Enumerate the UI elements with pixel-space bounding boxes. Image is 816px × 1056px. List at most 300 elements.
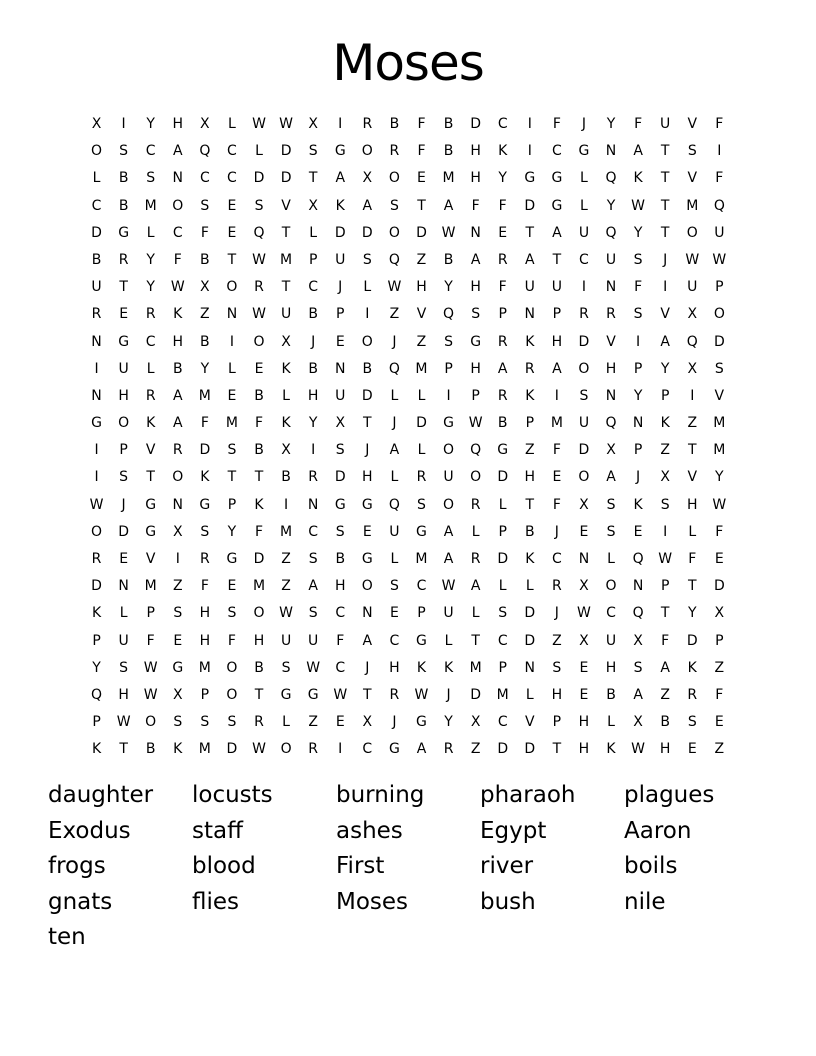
grid-letter: R — [362, 116, 373, 132]
grid-letter: B — [335, 551, 346, 567]
grid-letter: M — [415, 360, 428, 377]
grid-letter: T — [119, 279, 128, 296]
grid-letter: A — [552, 360, 562, 377]
grid-letter: D — [253, 170, 265, 187]
grid-letter: V — [687, 170, 698, 187]
grid-letter: O — [172, 469, 184, 486]
grid-letter: L — [525, 686, 534, 703]
grid-letter: P — [525, 415, 535, 432]
grid-letter: F — [200, 578, 209, 595]
grid-letter: T — [227, 251, 237, 268]
grid-letter: B — [200, 251, 210, 268]
grid-letter: S — [254, 197, 264, 214]
grid-letter: C — [335, 605, 346, 622]
grid-letter: D — [524, 741, 536, 758]
grid-letter: O — [605, 578, 617, 595]
grid-letter: T — [417, 197, 426, 214]
grid-letter: Y — [92, 659, 101, 676]
grid-letter: E — [227, 197, 237, 214]
grid-letter: Q — [388, 251, 400, 268]
grid-letter: D — [280, 170, 292, 187]
grid-letter: W — [658, 551, 673, 567]
grid-letter: D — [416, 224, 427, 241]
grid-letter: T — [254, 686, 264, 703]
grid-letter: D — [334, 224, 346, 241]
grid-letter: L — [282, 387, 290, 404]
grid-letter: M — [550, 415, 563, 432]
grid-letter: F — [715, 170, 724, 187]
grid-letter: W — [279, 116, 293, 132]
grid-letter: O — [280, 741, 292, 758]
grid-letter: L — [146, 224, 155, 241]
grid-letter: R — [172, 442, 183, 459]
grid-letter: B — [443, 143, 454, 160]
grid-letter: T — [552, 741, 562, 758]
grid-letter: Q — [605, 415, 617, 432]
grid-letter: M — [280, 523, 293, 540]
grid-letter: M — [280, 251, 293, 268]
grid-letter: K — [525, 333, 535, 350]
grid-letter: O — [470, 469, 482, 486]
grid-letter: L — [580, 197, 588, 214]
grid-letter: U — [605, 251, 617, 268]
grid-letter: D — [578, 333, 590, 350]
grid-letter: V — [525, 714, 535, 731]
grid-letter: O — [388, 224, 400, 241]
grid-letter: M — [252, 578, 266, 595]
grid-letter: G — [118, 224, 130, 241]
grid-letter: Q — [388, 496, 400, 513]
grid-letter: Z — [389, 306, 400, 323]
grid-letter: Q — [443, 306, 455, 323]
grid-letter: L — [688, 523, 697, 540]
grid-letter: T — [687, 442, 697, 459]
grid-letter: O — [578, 360, 590, 377]
grid-letter: F — [336, 632, 345, 649]
grid-letter: L — [498, 496, 507, 513]
grid-letter: T — [281, 279, 291, 296]
grid-letter: P — [444, 360, 453, 377]
word-list-item: frogs — [48, 853, 106, 880]
grid-letter: F — [200, 224, 209, 241]
grid-letter: G — [470, 333, 482, 350]
grid-letter: E — [579, 686, 589, 703]
grid-letter: E — [335, 333, 345, 350]
grid-letter: H — [551, 333, 563, 350]
grid-letter: K — [525, 387, 535, 404]
grid-letter: L — [390, 469, 399, 486]
grid-letter: O — [361, 143, 373, 160]
grid-letter: S — [633, 659, 643, 676]
grid-letter: P — [336, 306, 345, 323]
grid-letter: D — [497, 551, 509, 567]
grid-letter: Y — [687, 605, 697, 622]
grid-letter: X — [579, 578, 589, 595]
grid-letter: M — [144, 197, 157, 214]
grid-letter: P — [498, 659, 507, 676]
grid-letter: H — [416, 279, 427, 296]
grid-letter: H — [470, 170, 481, 187]
grid-letter: S — [552, 659, 562, 676]
grid-letter: H — [686, 496, 698, 513]
word-list-item: plagues — [624, 782, 715, 808]
grid-letter: I — [175, 551, 180, 567]
grid-letter: Q — [388, 360, 400, 377]
grid-letter: P — [146, 605, 155, 622]
grid-letter: B — [606, 686, 616, 703]
grid-letter: N — [632, 415, 644, 432]
grid-letter: L — [119, 605, 128, 622]
grid-letter: W — [89, 496, 104, 513]
grid-letter: I — [663, 523, 668, 540]
grid-letter: H — [253, 632, 265, 649]
grid-letter: E — [687, 741, 697, 758]
grid-letter: L — [607, 551, 615, 567]
grid-letter: G — [145, 496, 157, 513]
grid-letter: I — [284, 496, 289, 513]
grid-letter: I — [581, 279, 587, 296]
grid-letter: S — [119, 469, 129, 486]
grid-letter: P — [552, 306, 562, 323]
grid-letter: A — [470, 578, 481, 595]
grid-letter: S — [633, 251, 643, 268]
grid-letter: M — [198, 387, 211, 404]
grid-letter: H — [605, 360, 617, 377]
grid-letter: D — [253, 551, 265, 567]
grid-letter: P — [660, 387, 670, 404]
grid-letter: T — [687, 578, 697, 595]
grid-letter: S — [173, 605, 183, 622]
grid-letter: S — [687, 714, 697, 731]
grid-letter: R — [91, 306, 102, 323]
grid-letter: N — [524, 306, 536, 323]
grid-letter: K — [200, 469, 210, 486]
grid-letter: J — [554, 605, 559, 622]
grid-letter: B — [308, 360, 318, 377]
grid-letter: C — [199, 170, 210, 187]
grid-letter: U — [551, 279, 562, 296]
grid-letter: H — [551, 686, 563, 703]
grid-letter: D — [361, 387, 373, 404]
grid-letter: B — [145, 741, 156, 758]
grid-letter: G — [551, 197, 563, 214]
grid-letter: Z — [416, 333, 427, 350]
grid-letter: R — [470, 551, 481, 567]
grid-letter: W — [170, 279, 185, 296]
grid-letter: E — [227, 578, 237, 595]
grid-letter: S — [687, 143, 697, 160]
grid-letter: B — [443, 116, 454, 132]
grid-letter: W — [252, 306, 266, 323]
grid-letter: C — [606, 605, 616, 622]
grid-letter: R — [254, 714, 264, 731]
grid-letter: X — [470, 714, 481, 731]
grid-letter: F — [417, 116, 426, 132]
grid-letter: N — [524, 659, 536, 676]
grid-letter: N — [118, 578, 129, 595]
grid-letter: N — [91, 387, 102, 404]
grid-letter: G — [416, 632, 427, 649]
grid-letter: I — [717, 143, 722, 160]
grid-letter: C — [497, 714, 508, 731]
grid-letter: J — [581, 116, 587, 132]
grid-letter: C — [497, 632, 508, 649]
grid-letter: L — [146, 360, 155, 377]
grid-letter: Z — [470, 741, 481, 758]
grid-letter: Z — [714, 659, 725, 676]
grid-letter: Y — [498, 170, 507, 187]
word-list-item: burning — [336, 782, 425, 808]
grid-letter: H — [470, 279, 481, 296]
grid-letter: D — [226, 741, 238, 758]
grid-letter: S — [417, 496, 426, 513]
grid-letter: O — [253, 333, 265, 350]
grid-letter: W — [252, 741, 266, 758]
grid-letter: S — [281, 659, 291, 676]
grid-letter: I — [527, 143, 532, 160]
grid-letter: B — [118, 197, 129, 214]
grid-letter: E — [119, 551, 129, 567]
grid-letter: S — [362, 251, 372, 268]
grid-letter: T — [119, 741, 128, 758]
grid-letter: K — [146, 415, 156, 432]
grid-letter: K — [525, 551, 535, 567]
grid-letter: X — [200, 279, 210, 296]
grid-letter: N — [226, 306, 238, 323]
grid-letter: Q — [632, 551, 644, 567]
grid-letter: N — [91, 333, 102, 350]
grid-letter: G — [497, 442, 509, 459]
grid-letter: Q — [713, 197, 725, 214]
grid-letter: W — [143, 659, 158, 676]
grid-letter: U — [605, 632, 617, 649]
grid-letter: I — [121, 116, 126, 132]
grid-letter: N — [172, 170, 184, 187]
grid-letter: I — [94, 442, 99, 459]
grid-letter: M — [198, 659, 211, 676]
grid-letter: X — [172, 523, 183, 540]
grid-letter: D — [334, 469, 346, 486]
grid-letter: J — [365, 442, 370, 459]
grid-letter: M — [713, 442, 726, 459]
grid-letter: Y — [633, 224, 643, 241]
grid-letter: S — [335, 442, 345, 459]
grid-letter: Z — [172, 578, 183, 595]
grid-letter: E — [227, 387, 237, 404]
grid-letter: J — [311, 333, 316, 350]
word-list-item: pharaoh — [480, 782, 576, 808]
grid-letter: O — [91, 523, 103, 540]
grid-letter: W — [143, 686, 158, 703]
grid-letter: O — [443, 442, 455, 459]
grid-letter: X — [633, 632, 643, 649]
grid-letter: T — [363, 415, 372, 432]
grid-letter: C — [389, 632, 400, 649]
grid-letter: H — [172, 333, 184, 350]
grid-letter: N — [335, 360, 346, 377]
grid-letter: C — [335, 659, 346, 676]
grid-letter: G — [416, 523, 427, 540]
grid-letter: S — [579, 387, 589, 404]
grid-letter: A — [443, 523, 454, 540]
grid-letter: B — [497, 415, 508, 432]
grid-letter: I — [311, 442, 316, 459]
grid-letter: R — [199, 551, 210, 567]
grid-letter: Z — [714, 741, 725, 758]
grid-letter: E — [714, 714, 724, 731]
grid-letter: P — [552, 714, 562, 731]
grid-letter: Q — [686, 333, 698, 350]
grid-letter: G — [361, 551, 373, 567]
grid-letter: K — [281, 415, 291, 432]
grid-letter: C — [551, 551, 562, 567]
word-list-item: staff — [192, 817, 243, 844]
grid-letter: M — [686, 197, 699, 214]
grid-letter: L — [228, 116, 236, 132]
grid-letter: R — [389, 686, 400, 703]
grid-letter: P — [715, 279, 724, 296]
grid-letter: K — [660, 415, 670, 432]
grid-letter: B — [118, 170, 129, 187]
grid-letter: O — [91, 143, 103, 160]
grid-letter: D — [470, 686, 482, 703]
grid-letter: C — [551, 143, 562, 160]
grid-letter: D — [524, 605, 536, 622]
grid-letter: W — [441, 224, 456, 241]
grid-letter: D — [118, 523, 129, 540]
grid-letter: N — [605, 387, 617, 404]
grid-letter: B — [389, 116, 400, 132]
grid-letter: F — [498, 197, 507, 214]
grid-letter: I — [94, 469, 99, 486]
grid-letter: S — [173, 714, 183, 731]
grid-letter: A — [362, 197, 373, 214]
grid-letter: R — [443, 741, 454, 758]
grid-letter: L — [255, 143, 263, 160]
grid-letter: F — [552, 442, 561, 459]
grid-letter: D — [713, 333, 725, 350]
grid-letter: W — [441, 578, 456, 595]
grid-letter: W — [279, 605, 293, 622]
grid-letter: C — [227, 143, 237, 160]
grid-letter: N — [470, 224, 481, 241]
grid-letter: G — [524, 170, 536, 187]
grid-letter: A — [172, 143, 183, 160]
grid-letter: K — [633, 170, 643, 187]
grid-letter: H — [199, 632, 211, 649]
letter-grid — [83, 111, 743, 764]
grid-letter: E — [173, 632, 183, 649]
grid-letter: L — [607, 714, 615, 731]
grid-letter: N — [172, 496, 184, 513]
grid-letter: P — [308, 251, 318, 268]
grid-letter: W — [252, 116, 266, 132]
grid-letter: A — [525, 251, 535, 268]
grid-letter: T — [308, 170, 318, 187]
grid-letter: W — [577, 605, 591, 622]
grid-letter: L — [417, 442, 426, 459]
grid-letter: T — [254, 469, 264, 486]
grid-letter: J — [392, 714, 397, 731]
grid-letter: T — [227, 469, 237, 486]
grid-letter: H — [362, 469, 373, 486]
grid-letter: D — [713, 578, 725, 595]
grid-letter: V — [281, 197, 291, 214]
grid-letter: O — [226, 659, 238, 676]
grid-letter: W — [712, 251, 727, 268]
grid-letter: T — [471, 632, 480, 649]
grid-letter: S — [389, 578, 399, 595]
grid-letter: I — [663, 279, 668, 296]
grid-letter: S — [119, 143, 129, 160]
grid-letter: R — [524, 360, 535, 377]
word-list-item: blood — [192, 853, 256, 880]
grid-letter: L — [498, 578, 507, 595]
grid-letter: I — [554, 387, 559, 404]
grid-letter: R — [91, 551, 102, 567]
grid-letter: L — [92, 170, 101, 187]
grid-letter: J — [636, 469, 641, 486]
grid-letter: A — [633, 686, 643, 703]
grid-letter: Y — [715, 469, 724, 486]
grid-letter: H — [578, 714, 590, 731]
grid-letter: A — [606, 469, 616, 486]
grid-letter: F — [715, 116, 724, 132]
grid-letter: V — [606, 333, 616, 350]
grid-letter: Y — [227, 523, 237, 540]
grid-letter: X — [606, 442, 616, 459]
grid-letter: T — [552, 251, 562, 268]
grid-letter: I — [690, 387, 695, 404]
grid-letter: H — [524, 469, 536, 486]
grid-letter: P — [200, 686, 210, 703]
grid-letter: W — [631, 741, 646, 758]
grid-letter: T — [660, 197, 670, 214]
grid-letter: P — [227, 496, 237, 513]
grid-letter: D — [416, 415, 427, 432]
grid-letter: P — [92, 714, 101, 731]
word-list-item: bush — [480, 888, 536, 915]
grid-letter: F — [471, 197, 480, 214]
grid-letter: K — [443, 659, 454, 676]
grid-letter: T — [525, 496, 535, 513]
grid-letter: X — [362, 714, 373, 731]
grid-letter: X — [687, 306, 698, 323]
grid-letter: B — [524, 523, 535, 540]
grid-letter: R — [687, 686, 698, 703]
grid-letter: Y — [660, 360, 670, 377]
grid-letter: G — [226, 551, 238, 567]
grid-letter: C — [172, 224, 183, 241]
grid-letter: E — [227, 224, 237, 241]
grid-letter: X — [91, 116, 102, 132]
grid-letter: S — [660, 496, 670, 513]
word-list-item: locusts — [192, 782, 273, 808]
grid-letter: L — [390, 387, 399, 404]
grid-letter: T — [363, 686, 372, 703]
grid-letter: G — [443, 415, 454, 432]
grid-letter: M — [469, 659, 482, 676]
grid-letter: O — [226, 279, 238, 296]
grid-letter: P — [715, 632, 724, 649]
grid-letter: H — [578, 741, 590, 758]
grid-letter: U — [118, 360, 129, 377]
grid-letter: A — [443, 551, 454, 567]
grid-letter: K — [335, 197, 345, 214]
grid-letter: T — [525, 224, 535, 241]
grid-letter: G — [334, 496, 346, 513]
grid-letter: L — [444, 632, 453, 649]
